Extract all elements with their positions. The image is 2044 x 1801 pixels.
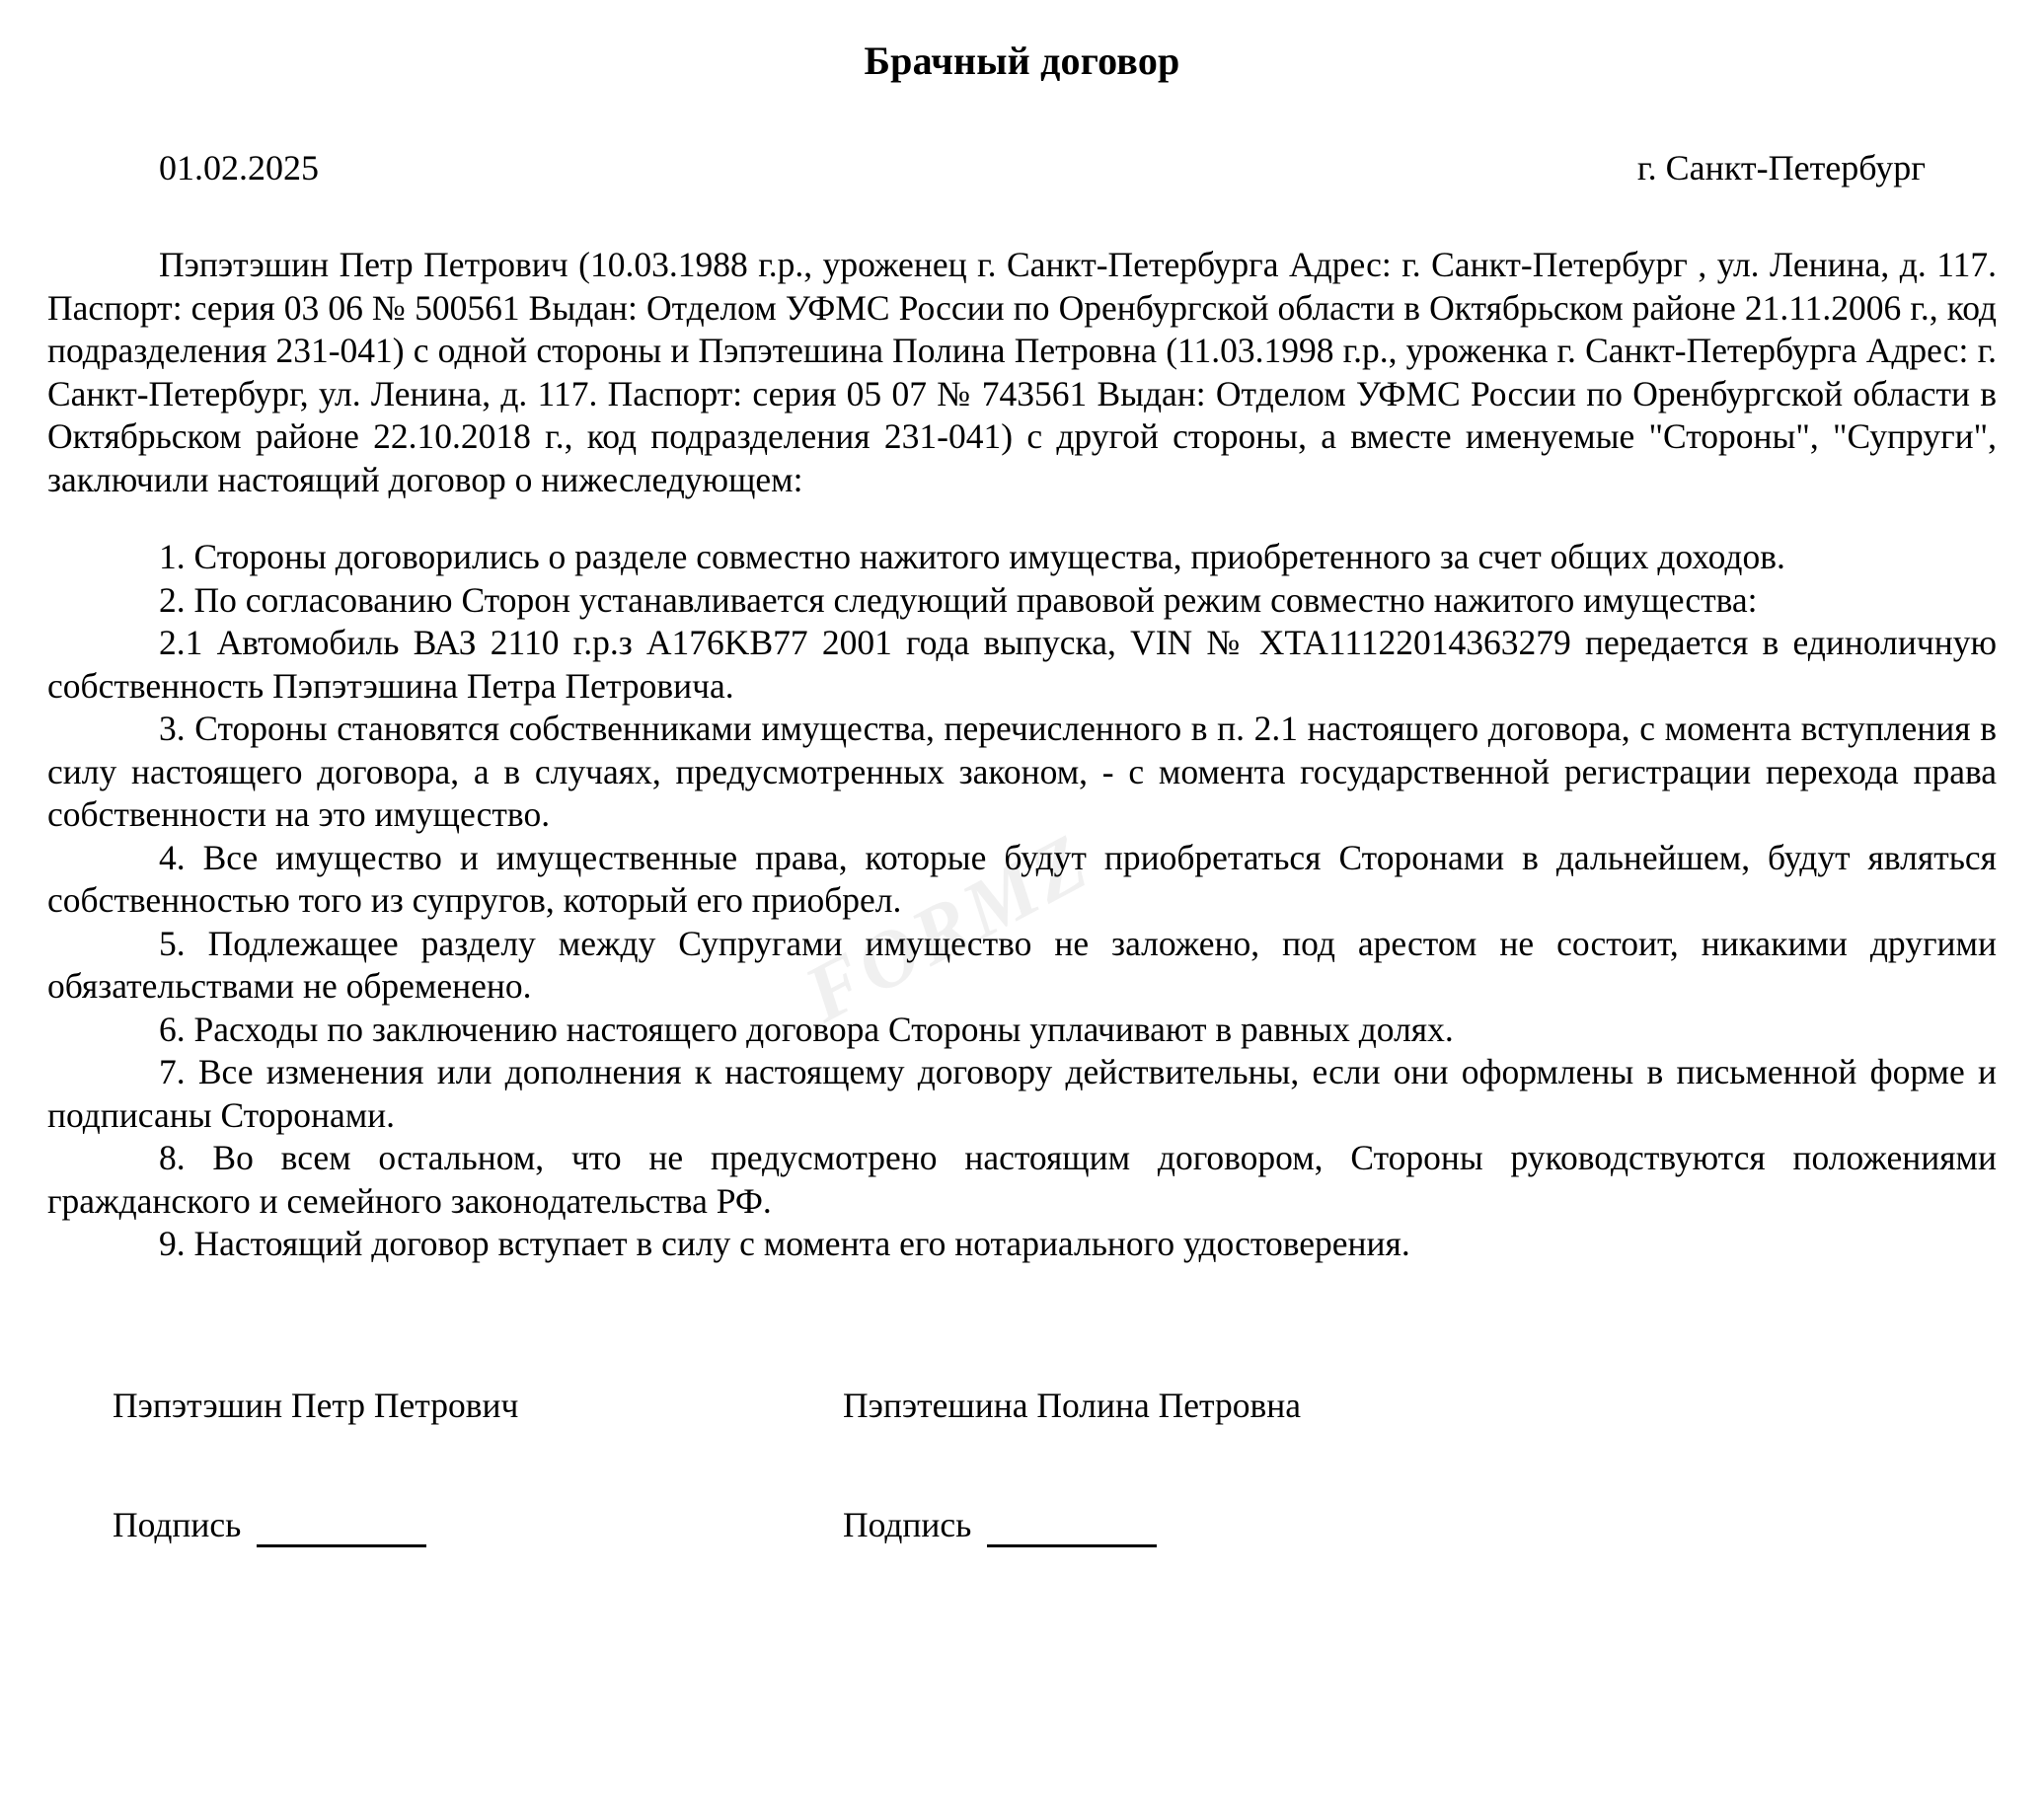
signature-rule[interactable] xyxy=(257,1523,426,1547)
document-meta-row xyxy=(47,146,1997,190)
signature-column-party-one xyxy=(113,1385,843,1547)
clause-item: 7. Все изменения или дополнения к настоящему договору действительны, если они оформлены в письменной форме и подписаны Сторонами. xyxy=(47,1052,1997,1135)
clause-item: 8. Во всем остальном, что не предусмотрено настоящим договором, Стороны руководствуются положениями гражданского и семейного законодательства РФ. xyxy=(47,1138,1997,1221)
document-date: 01.02.2025 xyxy=(159,148,319,188)
preamble-paragraph: Пэпэтэшин Петр Петрович (10.03.1988 г.р., уроженец г. Санкт-Петербурга Адрес: г. Санкт-Петербург , ул. Ленина, д. 117. Паспорт: серия 03 06 № 500561 Выдан: Отделом УФМС России по Оренбургской области в Октябрьском районе 21.11.2006 г., код подразделения 231-041) с одной стороны и Пэпэтешина Полина Петровна (11.03.1998 г.р., уроженка г. Санкт-Петербурга Адрес: г. Санкт-Петербург, ул. Ленина, д. 117. Паспорт: серия 05 07 № 743561 Выдан: Отделом УФМС России по Оренбургской области в Октябрьском районе 22.10.2018 г., код подразделения 231-041) с другой стороны, а вместе именуемые "Стороны", "Супруги", заключили настоящий договор о нижеследующем: xyxy=(47,245,1997,499)
clause-item: 5. Подлежащее разделу между Супругами имущество не заложено, под арестом не состоит, никакими другими обязательствами не обременено. xyxy=(47,923,1997,1006)
watermark-text: FORMZ xyxy=(790,815,1104,1039)
signature-rule[interactable] xyxy=(987,1523,1157,1547)
clause-item: 9. Настоящий договор вступает в силу с момента его нотариального удостоверения. xyxy=(159,1224,1410,1263)
signatory-name: Пэпэтэшин Петр Петрович xyxy=(113,1385,519,1425)
clause-item: 3. Стороны становятся собственниками имущества, перечисленного в п. 2.1 настоящего договора, с момента вступления в силу настоящего договора, а в случаях, предусмотренных законом, - с момента государственной регистрации перехода права собственности на это имущество. xyxy=(47,709,1997,834)
clause-item: 2. По согласованию Сторон устанавливается следующий правовой режим совместно нажитого имущества: xyxy=(159,579,1758,620)
clause-item: 4. Все имущество и имущественные права, которые будут приобретаться Сторонами в дальнейшем, будут являться собственностью того из супругов, который его приобрел. xyxy=(47,837,1997,920)
signatory-name: Пэпэтешина Полина Петровна xyxy=(843,1385,1301,1425)
clause-list xyxy=(47,501,1997,1266)
signature-line-row xyxy=(843,1504,1573,1547)
clause-item: 2.1 Автомобиль ВАЗ 2110 г.р.з A176KB77 2001 года выпуска, VIN № XTA11122014363279 передается в единоличную собственность Пэпэтэшина Петра Петровича. xyxy=(47,623,1997,706)
page-title: Брачный договор xyxy=(864,38,1180,83)
signature-column-party-two xyxy=(843,1385,1573,1547)
signature-label: Подпись xyxy=(113,1505,242,1544)
signature-label: Подпись xyxy=(843,1505,972,1544)
clause-item: 1. Стороны договорились о разделе совместно нажитого имущества, приобретенного за счет общих доходов. xyxy=(159,537,1785,576)
document-city: г. Санкт-Петербург xyxy=(1636,148,1926,188)
signature-block xyxy=(47,1385,1997,1547)
clause-item: 6. Расходы по заключению настоящего договора Стороны уплачивают в равных долях. xyxy=(159,1009,1454,1049)
signature-line-row xyxy=(113,1504,843,1547)
